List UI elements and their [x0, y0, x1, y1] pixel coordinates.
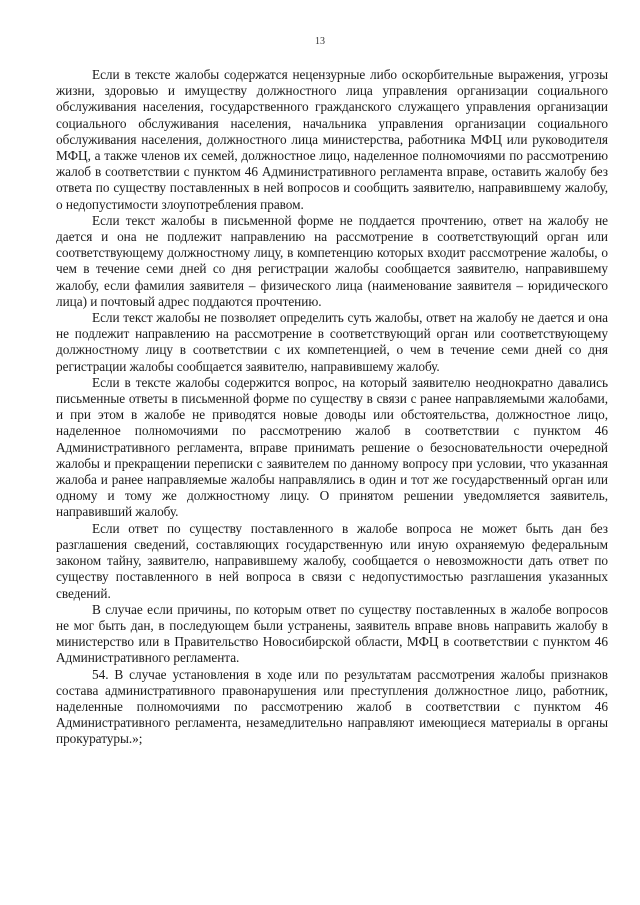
page-number: 13: [315, 36, 325, 47]
paragraph-unreadable-text: Если текст жалобы в письменной форме не поддается прочтению, ответ на жалобу не дается и она не подлежит направлению на рассмотрение в соответствующий орган или соответствующему должностному лицу, в компетенцию которых входит рассмотрение жалобы, о чем в течение семи дней со дня регистрации жалобы сообщается заявителю, направившему жалобу, если фамилия заявителя – физического лица (наименование заявителя – юридического лица) и почтовый адрес поддаются прочтению.: [56, 212, 608, 309]
paragraph-54-prosecution: 54. В случае установления в ходе или по результатам рассмотрения жалобы признаков состава административного правонарушения или преступления должностное лицо, работник, наделенные полномочиями по рассмотрению жалоб в соответствии с пунктом 46 Административного регламента, незамедлительно направляют имеющиеся материалы в органы прокуратуры.»;: [56, 666, 608, 747]
paragraph-repeated-question: Если в тексте жалобы содержится вопрос, на который заявителю неоднократно давались письменные ответы в письменной форме по существу в связи с ранее направляемыми жалобами, и при этом в жалобе не приводятся новые доводы или обстоятельства, должностное лицо, наделенное полномочиями по рассмотрению жалоб в соответствии с пунктом 46 Административного регламента, вправе принимать решение о безосновательности очередной жалобы и прекращении переписки с заявителем по данному вопросу при условии, что указанная жалоба и ранее направляемые жалобы направлялись в один и тот же государственный орган или одному и тому же должностному лицу. О принятом решении уведомляется заявитель, направивший жалобу.: [56, 374, 608, 520]
paragraph-state-secret: Если ответ по существу поставленного в жалобе вопроса не может быть дан без разглашения сведений, составляющих государственную или иную охраняемую федеральным законом тайну, заявителю, направившему жалобу, сообщается о невозможности дать ответ по существу поставленного в ней вопроса в связи с недопустимостью разглашения указанных сведений.: [56, 520, 608, 601]
paragraph-reasons-eliminated: В случае если причины, по которым ответ по существу поставленных в жалобе вопросов не мог быть дан, в последующем были устранены, заявитель вправе вновь направить жалобу в министерство или в Правительство Новосибирской области, МФЦ в соответствии с пунктом 46 Административного регламента.: [56, 601, 608, 666]
document-body: [56, 67, 608, 748]
paragraph-obscene-content: Если в тексте жалобы содержатся нецензурные либо оскорбительные выражения, угрозы жизни, здоровью и имуществу должностного лица управления организации социального обслуживания населения, государственного гражданского служащего управления организации социального обслуживания населения, начальника управления организации социального обслуживания населения, должностного лица министерства, работника МФЦ или руководителя МФЦ, а также членов их семей, должностное лицо, наделенное полномочиями по рассмотрению жалоб в соответствии с пунктом 46 Административного регламента вправе, оставить жалобу без ответа по существу поставленных в ней вопросов и сообщить заявителю, направившему жалобу, о недопустимости злоупотребления правом.: [56, 67, 608, 212]
paragraph-undefined-essence: Если текст жалобы не позволяет определить суть жалобы, ответ на жалобу не дается и она не подлежит направлению на рассмотрение в соответствующий орган или соответствующему должностному лицу в соответствии с их компетенцией, о чем в течение семи дней со дня регистрации жалобы сообщается заявителю, направившему жалобу.: [56, 310, 608, 374]
